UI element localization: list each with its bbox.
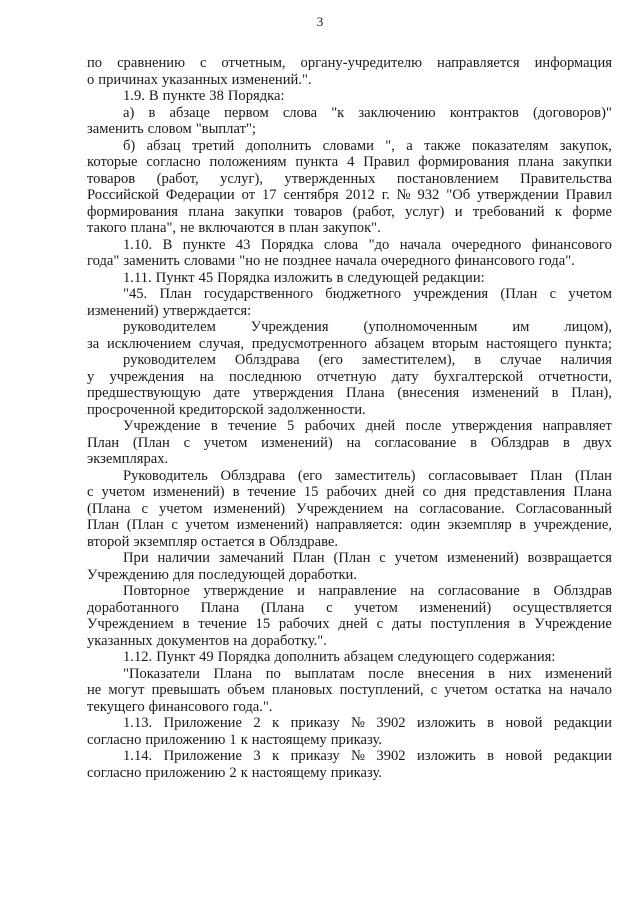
- text-line: Повторное утверждение и направление на согласование в Облздрав: [123, 583, 612, 599]
- text-line: предшествующую дате утверждения Плана (внесения изменений в План),: [87, 385, 612, 401]
- text-line: "Показатели Плана по выплатам после внесения в них изменений: [123, 665, 612, 682]
- text-line: Учреждением в течение 15 рабочих дней с даты поступления в Учреждение: [87, 616, 612, 632]
- text-line: 1.14. Приложение 3 к приказу № 3902 изложить в новой редакции: [123, 748, 612, 764]
- text-line: Учреждение в течение 5 рабочих дней после утверждения направляет: [123, 418, 612, 434]
- text-line: руководителем Учреждения (уполномоченным им лицом),: [123, 319, 612, 335]
- text-line: 1.13. Приложение 2 к приказу № 3902 изложить в новой редакции: [123, 715, 612, 731]
- text-line: При наличии замечаний План (План с учетом изменений) возвращается: [123, 550, 612, 566]
- text-line: доработанного Плана (Плана с учетом изменений) осуществляется: [87, 599, 612, 616]
- text-line: заменить словом "выплат";: [87, 121, 256, 137]
- page-number: 3: [316, 14, 324, 29]
- text-line: текущего финансового года.".: [87, 698, 273, 715]
- text-line: о причинах указанных изменений.".: [87, 71, 312, 88]
- text-line: по сравнению с отчетным, органу-учредителю направляется информация: [87, 55, 612, 71]
- document-body: [87, 55, 612, 781]
- text-line: 1.11. Пункт 45 Порядка изложить в следующей редакции:: [123, 269, 485, 286]
- text-line: 1.12. Пункт 49 Порядка дополнить абзацем следующего содержания:: [123, 649, 556, 665]
- text-line: изменений) утверждается:: [87, 302, 252, 319]
- text-line: б) абзац третий дополнить словами ", а также показателям закупок,: [123, 137, 612, 154]
- text-line: 1.9. В пункте 38 Порядка:: [123, 88, 285, 104]
- text-line: Учреждению для последующей доработки.: [87, 566, 358, 583]
- text-line: у учреждения на последнюю отчетную дату бухгалтерской отчетности,: [87, 368, 612, 385]
- text-line: экземплярах.: [87, 451, 169, 467]
- text-line: с учетом изменений) в течение 15 рабочих дней со дня представления Плана: [87, 484, 612, 500]
- text-line: товаров (работ, услуг), утвержденных постановлением Правительства: [87, 170, 612, 187]
- text-line: такого плана", не включаются в план закупок".: [87, 220, 381, 236]
- text-line: второй экземпляр остается в Облздраве.: [87, 533, 338, 550]
- text-line: руководителем Облздрава (его заместителем), в случае наличия: [123, 352, 612, 368]
- text-line: План (План с учетом изменений) на согласование в Облздрав в двух: [87, 434, 612, 451]
- text-line: Руководитель Облздрава (его заместитель) согласовывает План (План: [123, 467, 612, 484]
- text-line: не могут превышать объем плановых поступлений, с учетом остатка на начало: [87, 682, 612, 698]
- text-line: года" заменить словами "но не позднее начала очередного финансового года".: [87, 253, 575, 269]
- text-line: за исключением случая, предусмотренного абзацем вторым настоящего пункта;: [87, 335, 612, 352]
- text-line: План (План с учетом изменений) направляется: один экземпляр в учреждение,: [87, 517, 612, 533]
- text-line: которые согласно положениям пункта 4 Правил формирования плана закупки: [87, 154, 612, 170]
- text-line: (Плана с учетом изменений) Учреждением на согласование. Согласованный: [87, 500, 612, 517]
- text-line: просроченной кредиторской задолженности.: [87, 401, 366, 418]
- text-line: а) в абзаце первом слова "к заключению контрактов (договоров)": [123, 104, 612, 121]
- text-line: формирования плана закупки товаров (работ, услуг) и требований к форме: [87, 203, 612, 220]
- text-line: "45. План государственного бюджетного учреждения (План с учетом: [123, 286, 612, 302]
- text-line: согласно приложению 1 к настоящему приказу.: [87, 731, 382, 748]
- text-line: указанных документов на доработку.".: [87, 632, 327, 649]
- text-line: Российской Федерации от 17 сентября 2012 г. № 932 "Об утверждении Правил: [87, 187, 612, 203]
- text-line: согласно приложению 2 к настоящему приказу.: [87, 764, 382, 781]
- text-line: 1.10. В пункте 43 Порядка слова "до начала очередного финансового: [123, 236, 612, 253]
